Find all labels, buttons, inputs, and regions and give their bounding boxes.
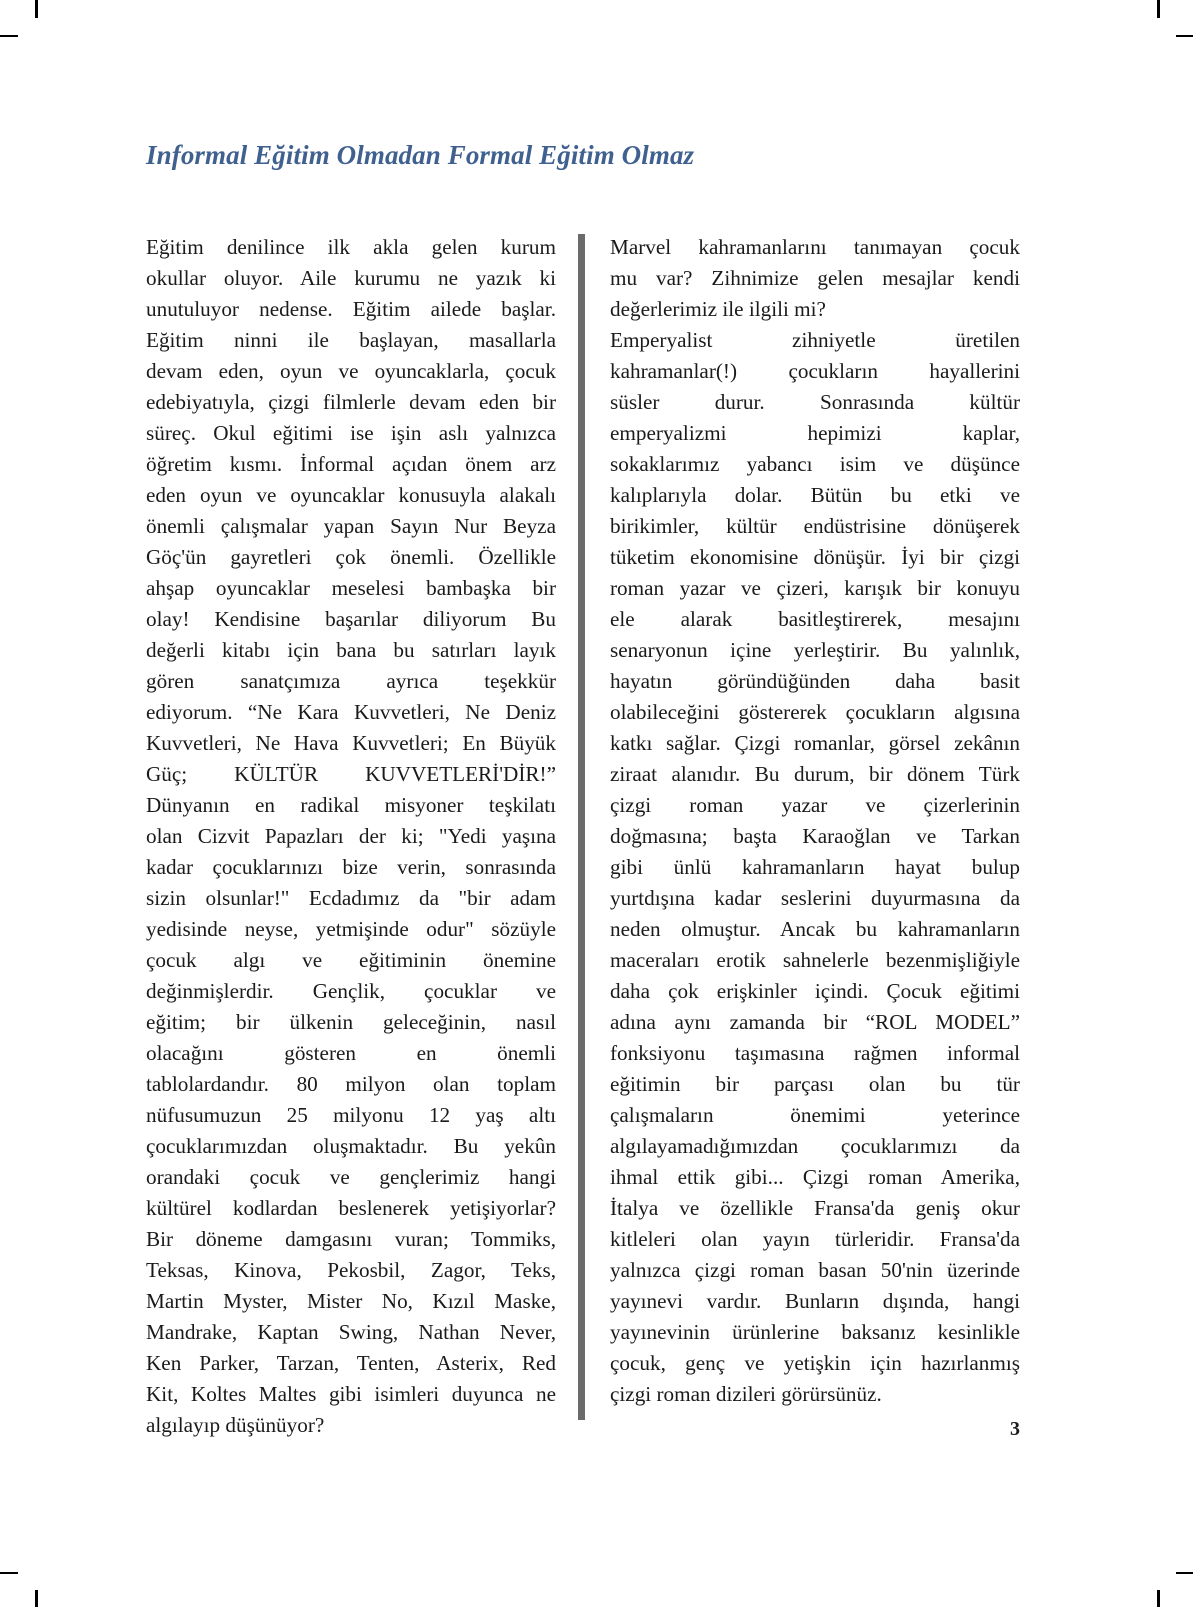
text-line: çocuklarımızdan oluşmaktadır. Bu yekûn: [146, 1134, 556, 1158]
text-line: algılayamadığımızdan çocuklarımızı da: [610, 1134, 1020, 1158]
text-line: birikimler, kültür endüstrisine dönüşerek: [610, 514, 1020, 538]
text-line: İtalya ve özellikle Fransa'da geniş okur: [610, 1196, 1020, 1220]
text-line: emperyalizmi hepimizi kaplar,: [610, 421, 1020, 445]
text-line: Mandrake, Kaptan Swing, Nathan Never,: [146, 1320, 556, 1344]
text-line: fonksiyonu taşımasına rağmen informal: [610, 1041, 1020, 1065]
left-column-text: [146, 232, 556, 1441]
text-line: adına aynı zamanda bir “ROL MODEL”: [610, 1010, 1020, 1034]
text-line: çalışmaların önemimi yeterince: [610, 1103, 1020, 1127]
text-line: değerli kitabı için bana bu satırları layık: [146, 638, 556, 662]
text-line: eden oyun ve oyuncaklar konusuyla alakalı: [146, 483, 556, 507]
text-line: çocuk, genç ve yetişkin için hazırlanmış: [610, 1351, 1020, 1375]
crop-mark-top-left-horizontal: [0, 35, 18, 37]
text-line: doğmasına; başta Karaoğlan ve Tarkan: [610, 824, 1020, 848]
text-line: eğitimin bir parçası olan bu tür: [610, 1072, 1020, 1096]
text-line: mu var? Zihnimize gelen mesajlar kendi: [610, 266, 1020, 290]
text-line: olan Cizvit Papazları der ki; "Yedi yaşına: [146, 824, 556, 848]
text-line: Bir döneme damgasını vuran; Tommiks,: [146, 1227, 556, 1251]
text-line: algılayıp düşünüyor?: [146, 1413, 325, 1437]
crop-mark-bottom-right-vertical: [1157, 1590, 1160, 1607]
text-line: Ken Parker, Tarzan, Tenten, Asterix, Red: [146, 1351, 556, 1375]
text-line: süsler durur. Sonrasında kültür: [610, 390, 1020, 414]
page-number: 3: [1010, 1418, 1020, 1440]
crop-mark-bottom-left-horizontal: [0, 1572, 18, 1574]
text-line: çocuk algı ve eğitiminin önemine: [146, 948, 556, 972]
text-line: tüketim ekonomisine dönüşür. İyi bir çizgi: [610, 545, 1020, 569]
crop-mark-top-right-vertical: [1157, 0, 1160, 18]
text-line: gibi ünlü kahramanların hayat bulup: [610, 855, 1020, 879]
text-line: yayınevinin ürünlerine baksanız kesinlikle: [610, 1320, 1020, 1344]
page-title: Informal Eğitim Olmadan Formal Eğitim Olmaz: [146, 140, 695, 170]
text-line: öğretim kısmı. İnformal açıdan önem arz: [146, 452, 556, 476]
text-line: kültürel kodlardan beslenerek yetişiyorlar?: [146, 1196, 556, 1220]
text-line: değerlerimiz ile ilgili mi?: [610, 297, 826, 321]
text-line: maceraları erotik sahnelerle bezenmişliğiyle: [610, 948, 1020, 972]
crop-mark-bottom-right-horizontal: [1176, 1572, 1193, 1574]
text-line: Dünyanın en radikal misyoner teşkilatı: [146, 793, 556, 817]
text-line: nüfusumuzun 25 milyonu 12 yaş altı: [146, 1103, 556, 1127]
text-line: katkı sağlar. Çizgi romanlar, görsel zekânın: [610, 731, 1020, 755]
text-line: Teksas, Kinova, Pekosbil, Zagor, Teks,: [146, 1258, 556, 1282]
crop-mark-bottom-left-vertical: [35, 1590, 38, 1607]
text-line: ziraat alanıdır. Bu durum, bir dönem Türk: [610, 762, 1020, 786]
text-line: yayınevi vardır. Bunların dışında, hangi: [610, 1289, 1020, 1313]
text-line: değinmişlerdir. Gençlik, çocuklar ve: [146, 979, 556, 1003]
text-line: Marvel kahramanlarını tanımayan çocuk: [610, 235, 1020, 259]
text-line: senaryonun içine yerleştirir. Bu yalınlık,: [610, 638, 1020, 662]
text-line: Emperyalist zihniyetle üretilen: [610, 328, 1020, 352]
text-line: ele alarak basitleştirerek, mesajını: [610, 607, 1020, 631]
text-line: hayatın göründüğünden daha basit: [610, 669, 1020, 693]
text-line: kadar çocuklarınızı bize verin, sonrasında: [146, 855, 556, 879]
text-line: kahramanlar(!) çocukların hayallerini: [610, 359, 1020, 383]
column-divider: [578, 234, 585, 1420]
text-line: Göç'ün gayretleri çok önemli. Özellikle: [146, 545, 556, 569]
text-line: Güç; KÜLTÜR KUVVETLERİ'DİR!”: [146, 762, 556, 786]
text-line: sokaklarımız yabancı isim ve düşünce: [610, 452, 1020, 476]
text-line: kalıplarıyla dolar. Bütün bu etki ve: [610, 483, 1020, 507]
text-line: sizin olsunlar!" Ecdadımız da "bir adam: [146, 886, 556, 910]
text-line: olabileceğini göstererek çocukların algısına: [610, 700, 1020, 724]
text-line: daha çok erişkinler içindi. Çocuk eğitimi: [610, 979, 1020, 1003]
text-line: Martin Myster, Mister No, Kızıl Maske,: [146, 1289, 556, 1313]
text-line: devam eden, oyun ve oyuncaklarla, çocuk: [146, 359, 556, 383]
text-line: yurtdışına kadar seslerini duyurmasına da: [610, 886, 1020, 910]
text-line: Eğitim denilince ilk akla gelen kurum: [146, 235, 556, 259]
text-line: okullar oluyor. Aile kurumu ne yazık ki: [146, 266, 556, 290]
text-line: çizgi roman yazar ve çizerlerinin: [610, 793, 1020, 817]
text-line: olacağını gösteren en önemli: [146, 1041, 556, 1065]
text-line: Eğitim ninni ile başlayan, masallarla: [146, 328, 556, 352]
text-line: edebiyatıyla, çizgi filmlerle devam eden bir: [146, 390, 556, 414]
crop-mark-top-right-horizontal: [1176, 35, 1193, 37]
text-line: tablolardandır. 80 milyon olan toplam: [146, 1072, 556, 1096]
text-line: orandaki çocuk ve gençlerimiz hangi: [146, 1165, 556, 1189]
right-column-text: [610, 232, 1020, 1410]
text-line: gören sanatçımıza ayrıca teşekkür: [146, 669, 556, 693]
text-line: kitleleri olan yayın türleridir. Fransa'da: [610, 1227, 1020, 1251]
text-line: yedisinde neyse, yetmişinde odur" sözüyle: [146, 917, 556, 941]
text-line: ahşap oyuncaklar meselesi bambaşka bir: [146, 576, 556, 600]
text-line: eğitim; bir ülkenin geleceğinin, nasıl: [146, 1010, 556, 1034]
text-line: neden olmuştur. Ancak bu kahramanların: [610, 917, 1020, 941]
crop-mark-top-left-vertical: [35, 0, 38, 18]
text-line: yalnızca çizgi roman basan 50'nin üzerinde: [610, 1258, 1020, 1282]
text-line: olay! Kendisine başarılar diliyorum Bu: [146, 607, 556, 631]
text-line: önemli çalışmalar yapan Sayın Nur Beyza: [146, 514, 556, 538]
text-line: süreç. Okul eğitimi ise işin aslı yalnızca: [146, 421, 556, 445]
text-line: Kuvvetleri, Ne Hava Kuvvetleri; En Büyük: [146, 731, 556, 755]
text-line: ihmal ettik gibi... Çizgi roman Amerika,: [610, 1165, 1020, 1189]
text-line: roman yazar ve çizeri, karışık bir konuyu: [610, 576, 1020, 600]
text-line: Kit, Koltes Maltes gibi isimleri duyunca ne: [146, 1382, 556, 1406]
text-line: unutuluyor nedense. Eğitim ailede başlar.: [146, 297, 556, 321]
text-line: ediyorum. “Ne Kara Kuvvetleri, Ne Deniz: [146, 700, 556, 724]
text-line: çizgi roman dizileri görürsünüz.: [610, 1382, 882, 1406]
